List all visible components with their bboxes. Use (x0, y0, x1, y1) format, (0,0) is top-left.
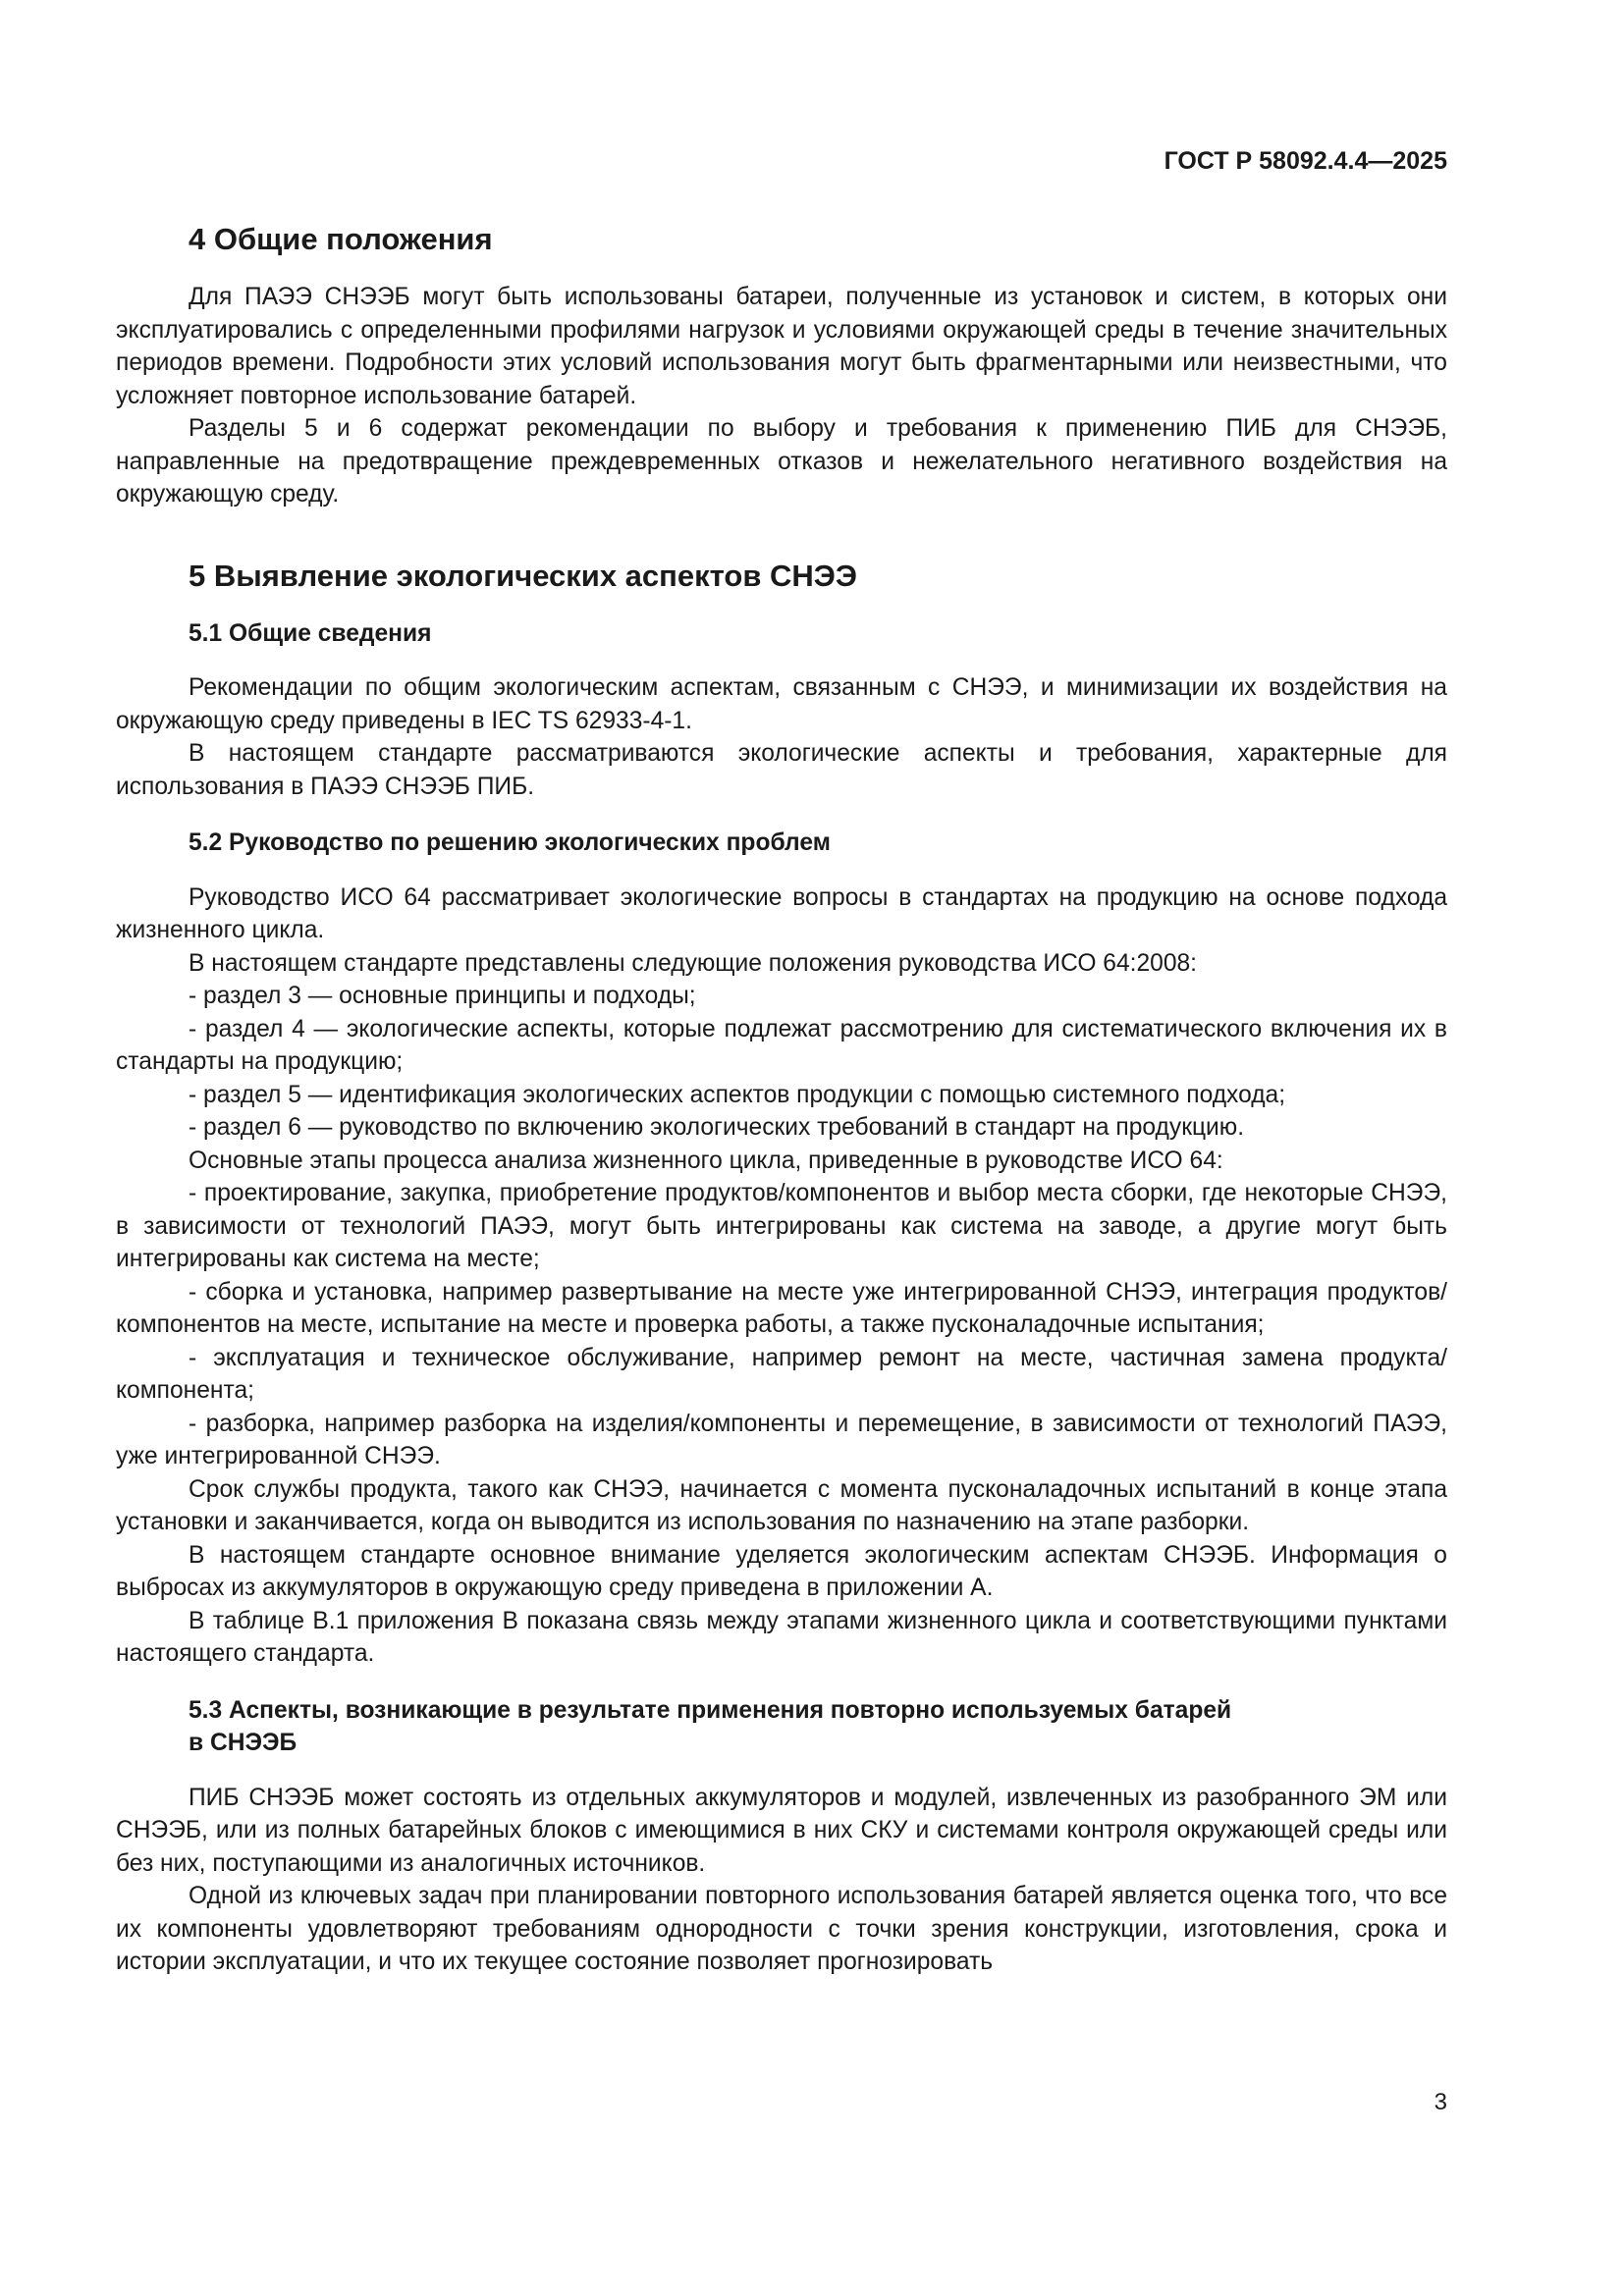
list-item: - разборка, например разборка на изделия/компоненты и перемещение, в зависимости от технологий ПАЭЭ, уже интегрированной СНЭЭ. (116, 1410, 1447, 1469)
subsection-5-3-heading-line-1: 5.3 Аспекты, возникающие в результате применения повторно используемых батарей (189, 1696, 1232, 1724)
subsection-5-3-paragraph-2: Одной из ключевых задач при планировании повторного использования батарей является оценка того, что все их компоненты удовлетворяют требованиям однородности с точки зрения конструкции, изготовления, срока и истории эксплуатации, и что их текущее состояние позволяет прогнозировать (116, 1883, 1447, 1975)
list-item: - раздел 4 — экологические аспекты, которые подлежат рассмотрению для систематического включения их в стандарты на продукцию; (116, 1015, 1447, 1075)
subsection-5-2-paragraph-6: В таблице В.1 приложения В показана связь между этапами жизненного цикла и соответствующими пунктами настоящего стандарта. (116, 1607, 1447, 1667)
section-5-heading: 5 Выявление экологических аспектов СНЭЭ (189, 558, 857, 593)
subsection-5-2-heading: 5.2 Руководство по решению экологических проблем (189, 829, 831, 856)
page-content (116, 220, 1447, 1979)
list-item: - раздел 3 — основные принципы и подходы; (189, 983, 696, 1009)
subsection-5-1-heading: 5.1 Общие сведения (189, 619, 432, 647)
subsection-5-2-paragraph-5: В настоящем стандарте основное внимание уделяется экологическим аспектам СНЭЭБ. Информация о выбросах из аккумуляторов в окружающую среду приведена в приложении А. (116, 1541, 1447, 1601)
list-item: - раздел 5 — идентификация экологических аспектов продукции с помощью системного подхода; (189, 1081, 1286, 1108)
section-4-paragraph-1: Для ПАЭЭ СНЭЭБ могут быть использованы батареи, полученные из установок и систем, в которых они эксплуатировались с определенными профилями нагрузок и условиями окружающей среды в течение значительных периодов времени. Подробности этих условий использования могут быть фрагментарными или неизвестными, что усложняет повторное использование батарей. (116, 284, 1447, 409)
subsection-5-1-paragraph-1: Рекомендации по общим экологическим аспектам, связанным с СНЭЭ, и минимизации их воздействия на окружающую среду приведены в IEC TS 62933-4-1. (116, 674, 1447, 734)
subsection-5-1-paragraph-2: В настоящем стандарте рассматриваются экологические аспекты и требования, характерные для использования в ПАЭЭ СНЭЭБ ПИБ. (116, 740, 1447, 800)
subsection-5-2-paragraph-2: В настоящем стандарте представлены следующие положения руководства ИСО 64:2008: (189, 949, 1198, 977)
list-item: - проектирование, закупка, приобретение продуктов/компонентов и выбор места сборки, где некоторые СНЭЭ, в зависимости от технологий ПАЭЭ, могут быть интегрированы как система на заводе, а другие могут быть интегрированы как система на месте; (116, 1180, 1447, 1272)
subsection-5-3-paragraph-1: ПИБ СНЭЭБ может состоять из отдельных аккумуляторов и модулей, извлеченных из разобранного ЭМ или СНЭЭБ, или из полных батарейных блоков с имеющимися в них СКУ и системами контроля окружающей среды или без них, поступающими из аналогичных источников. (116, 1784, 1447, 1877)
subsection-5-2-paragraph-3: Основные этапы процесса анализа жизненного цикла, приведенные в руководстве ИСО 64: (189, 1147, 1223, 1174)
page-number: 3 (1434, 2089, 1447, 2115)
section-4-heading: 4 Общие положения (189, 222, 493, 256)
subsection-5-2-paragraph-1: Руководство ИСО 64 рассматривает экологические вопросы в стандартах на продукцию на основе подхода жизненного цикла. (116, 883, 1447, 943)
subsection-5-3-heading (116, 1694, 1447, 1760)
list-item: - эксплуатация и техническое обслуживание, например ремонт на месте, частичная замена продукта/компонента; (116, 1344, 1447, 1404)
subsection-5-2-paragraph-4: Срок службы продукта, такого как СНЭЭ, начинается с момента пусконаладочных испытаний в конце этапа установки и заканчивается, когда он выводится из использования по назначению на этапе разборки. (116, 1475, 1447, 1535)
subsection-5-3-heading-line-2: в СНЭЭБ (189, 1730, 298, 1756)
list-item: - сборка и установка, например развертывание на месте уже интегрированной СНЭЭ, интеграция продуктов/компонентов на месте, испытание на месте и проверка работы, а также пусконаладочные испытания; (116, 1278, 1447, 1338)
list-item: - раздел 6 — руководство по включению экологических требований в стандарт на продукцию. (189, 1114, 1245, 1141)
document-code: ГОСТ Р 58092.4.4—2025 (1164, 147, 1447, 175)
section-4-paragraph-2: Разделы 5 и 6 содержат рекомендации по выбору и требования к применению ПИБ для СНЭЭБ, направленные на предотвращение преждевременных отказов и нежелательного негативного воздействия на окружающую среду. (116, 415, 1447, 507)
